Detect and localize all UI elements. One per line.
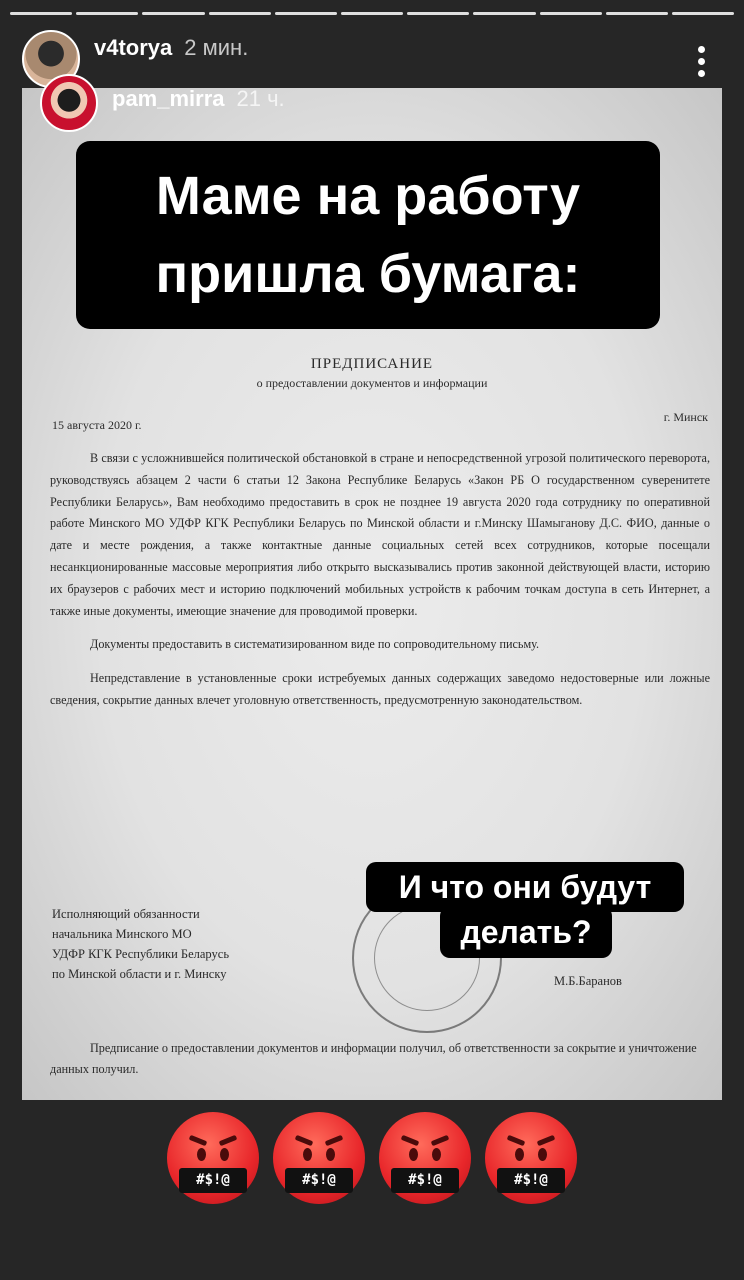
- grawlix-text: #$!@: [179, 1168, 247, 1193]
- post-time: 21 ч.: [236, 86, 285, 111]
- text-sticker-question-line1: И что они будут: [366, 862, 684, 912]
- sticker-line: пришла бумага:: [155, 244, 581, 304]
- grawlix-text: #$!@: [391, 1168, 459, 1193]
- story-author-row[interactable]: [40, 74, 285, 132]
- username[interactable]: v4torya: [94, 35, 173, 60]
- grawlix-text: #$!@: [497, 1168, 565, 1193]
- document-signer: М.Б.Баранов: [554, 974, 622, 988]
- document-city: г. Минск: [663, 410, 708, 424]
- angry-cursing-emoji-icon[interactable]: [167, 1112, 259, 1204]
- post-time: 2 мин.: [184, 35, 249, 60]
- document-title: ПРЕДПИСАНИЕ: [310, 356, 434, 372]
- username[interactable]: pam_mirra: [112, 86, 225, 111]
- document-footer: Предписание о предоставлении документов и информации получил, об ответственности за сокрытие и уничтожение данных получил.: [50, 1041, 697, 1076]
- angry-cursing-emoji-icon[interactable]: [273, 1112, 365, 1204]
- grawlix-text: #$!@: [285, 1168, 353, 1193]
- text-sticker-main: [76, 141, 660, 329]
- story-header: [0, 0, 744, 140]
- document-body: [50, 448, 710, 712]
- avatar[interactable]: [40, 74, 98, 132]
- angry-cursing-emoji-icon[interactable]: [379, 1112, 471, 1204]
- sticker-line: Маме на работу: [155, 166, 581, 226]
- document-subtitle: о предоставлении документов и информации: [256, 376, 488, 390]
- document-signatory: Исполняющий обязанности начальника Минского МО УДФР КГК Республики Беларусь по Минской области и г. Минску: [52, 907, 230, 981]
- document-paragraph: В связи с усложнившейся политической обстановкой в стране и непосредственной угрозой политического переворота, руководствуясь абзацем 2 части 6 статьи 12 Закона Республике Беларусь «Закон РБ О государственном суверенитете Республики Беларусь», Вам необходимо предоставить в срок не позднее 19 августа 2020 года сотруднику по оперативной работе Минского МО УДФР КГК Республики Беларусь по Минской области и г.Минску Шамыганову Д.С. ФИО, данные о дате и месте рождения, а также контактные данные социальных сетей всех сотрудников, которые посещали несанкционированные массовые мероприятия либо открыто высказывались против законной действующей власти, историю их браузеров с рабочих мест и историю подключений мобильных устройств к рабочим точкам доступа в сеть Интернет, а также иные документы, имеющие значение для проводимой проверки.: [50, 451, 710, 618]
- reaction-row: [0, 1112, 744, 1204]
- more-options-icon[interactable]: [698, 46, 706, 77]
- document-date: 15 августа 2020 г.: [52, 418, 142, 432]
- text-sticker-question-line2: делать?: [440, 906, 612, 958]
- document-paragraph: Документы предоставить в систематизированном виде по сопроводительному письму.: [90, 637, 540, 652]
- angry-cursing-emoji-icon[interactable]: [485, 1112, 577, 1204]
- document-paragraph: Непредставление в установленные сроки истребуемых данных содержащих заведомо недостоверные или ложные сведения, сокрытие данных влечет уголовную ответственность, предусмотренную законодательством.: [50, 671, 710, 707]
